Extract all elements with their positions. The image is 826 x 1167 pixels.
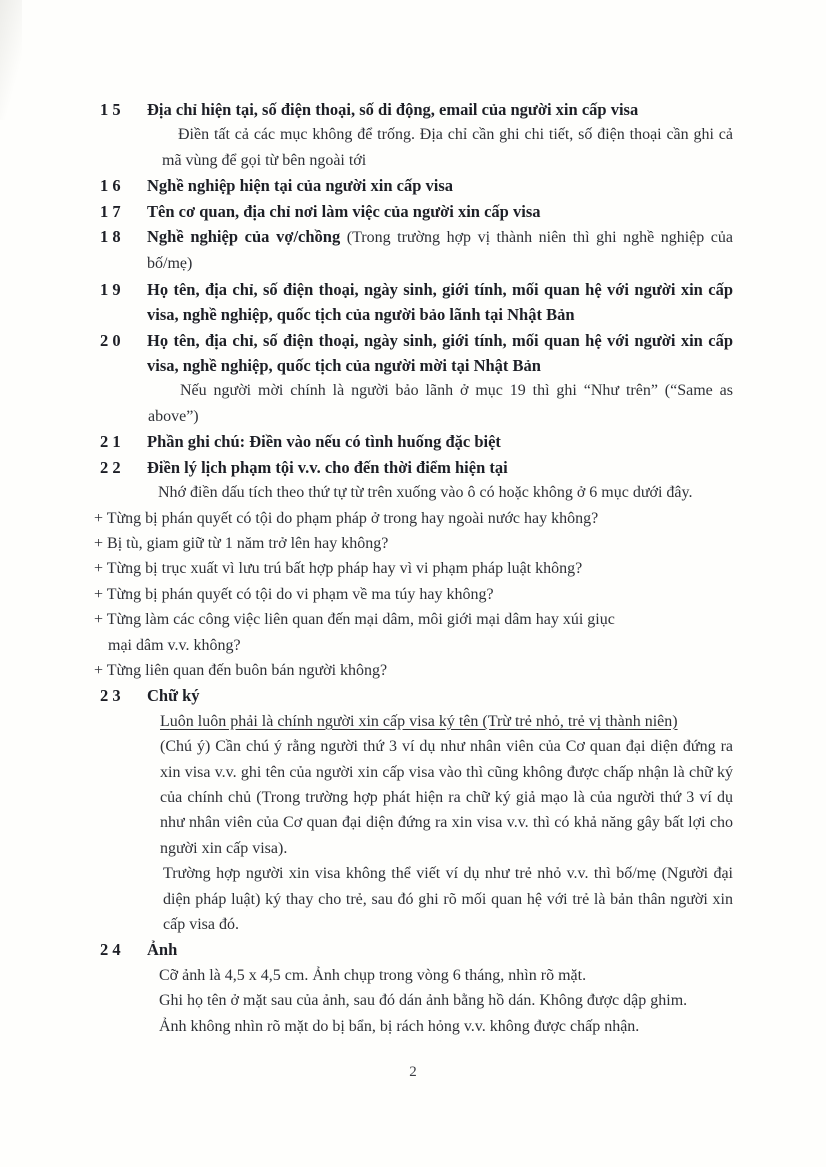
list-item-16 — [0, 173, 826, 198]
item-15-title: Địa chỉ hiện tại, số điện thoại, số di động, email của người xin cấp visa — [147, 100, 639, 119]
checklist-item-imprisonment: + Bị tù, giam giữ từ 1 năm trở lên hay không? — [94, 534, 389, 552]
item-24-number: 2 4 — [100, 940, 121, 960]
signature-minor-note: Trường hợp người xin visa không thể viết ví dụ như trẻ nhỏ v.v. thì bố/mẹ (Người đại diện pháp luật) ký thay cho trẻ, sau đó ghi rõ mối quan hệ với trẻ là bản thân người xin cấp visa đó. — [163, 865, 733, 933]
item-23-number: 2 3 — [100, 686, 121, 706]
checklist-item-prostitution-line1: + Từng làm các công việc liên quan đến mại dâm, môi giới mại dâm hay xúi giục — [94, 611, 615, 629]
photo-rule-quality: Ảnh không nhìn rõ mặt do bị bẩn, bị rách hỏng v.v. không được chấp nhận. — [159, 1017, 640, 1035]
item-22-title: Điền lý lịch phạm tội v.v. cho đến thời điểm hiện tại — [147, 457, 508, 477]
list-item-18 — [0, 224, 826, 277]
signature-rule-underlined: Luôn luôn phải là chính người xin cấp visa ký tên (Trừ trẻ nhỏ, trẻ vị thành niên) — [160, 712, 678, 730]
list-item-15 — [0, 97, 826, 122]
list-item-19 — [0, 277, 826, 328]
list-item-20 — [0, 328, 826, 379]
item-17-title: Tên cơ quan, địa chỉ nơi làm việc của người xin cấp visa — [147, 201, 541, 221]
signature-note: (Chú ý) Cần chú ý rằng người thứ 3 ví dụ như nhân viên của Cơ quan đại diện đứng ra xin visa v.v. ghi tên của người xin cấp visa vào thì cũng không được chấp nhận là chữ ký của chính chủ (Trong trường hợp phát hiện ra chữ ký giả mạo là của người thứ 3 ví dụ như nhân viên của Cơ quan đại diện đứng ra xin visa v.v. thì có khả năng gây bất lợi cho người xin cấp visa). — [160, 738, 733, 857]
item-20-number: 2 0 — [100, 330, 121, 350]
list-item-24 — [0, 937, 826, 962]
item-18-title-bold: Nghề nghiệp của vợ/chồng — [147, 227, 341, 247]
item-18-number: 1 8 — [100, 227, 121, 247]
item-20-title: Họ tên, địa chỉ, số điện thoại, ngày sinh, giới tính, mối quan hệ với người xin cấp visa, nghề nghiệp, quốc tịch của người mời tại Nhật Bản — [147, 330, 733, 376]
item-16-number: 1 6 — [100, 176, 121, 196]
checklist-item-trafficking: + Từng liên quan đến buôn bán người không? — [94, 661, 388, 679]
item-18-title-note: (Trong trường hợp vị thành niên thì ghi nghề nghiệp của bố/mẹ) — [147, 229, 733, 273]
list-item-23 — [0, 683, 826, 708]
item-19-title: Họ tên, địa chỉ, số điện thoại, ngày sinh, giới tính, mối quan hệ với người xin cấp visa, nghề nghiệp, quốc tịch của người bảo lãnh tại Nhật Bản — [147, 279, 733, 325]
photo-rule-size: Cỡ ảnh là 4,5 x 4,5 cm. Ảnh chụp trong vòng 6 tháng, nhìn rõ mặt. — [159, 966, 587, 984]
item-21-title: Phần ghi chú: Điền vào nếu có tình huống đặc biệt — [147, 432, 501, 452]
photo-rule-attach: Ghi họ tên ở mặt sau của ảnh, sau đó dán ảnh bằng hồ dán. Không được dập ghim. — [159, 992, 688, 1010]
page-number: 2 — [409, 1064, 417, 1080]
item-19-number: 1 9 — [100, 279, 121, 299]
checklist-item-conviction: + Từng bị phán quyết có tội do phạm pháp ở trong hay ngoài nước hay không? — [94, 509, 599, 527]
item-22-number: 2 2 — [100, 457, 121, 477]
item-22-body: Nhớ điền dấu tích theo thứ tự từ trên xuống vào ô có hoặc không ở 6 mục dưới đây. — [158, 484, 693, 502]
list-item-22 — [0, 455, 826, 480]
item-24-title: Ảnh — [147, 940, 178, 960]
checklist-item-prostitution-line2: mại dâm v.v. không? — [108, 636, 241, 654]
checklist-item-deportation: + Từng bị trục xuất vì lưu trú bất hợp pháp hay vì vi phạm pháp luật không? — [94, 560, 583, 578]
item-18-title — [147, 224, 733, 277]
item-15-body: Điền tất cả các mục không để trống. Địa chỉ cần ghi chi tiết, số điện thoại cần ghi cả mã vùng để gọi từ bên ngoài tới — [162, 126, 733, 169]
item-15-number: 1 5 — [100, 100, 121, 119]
item-16-title: Nghề nghiệp hiện tại của người xin cấp visa — [147, 176, 454, 196]
item-23-title: Chữ ký — [147, 686, 200, 706]
list-item-17 — [0, 199, 826, 224]
item-17-number: 1 7 — [100, 201, 121, 221]
checklist-item-drugs: + Từng bị phán quyết có tội do vi phạm về ma túy hay không? — [94, 585, 494, 603]
item-21-number: 2 1 — [100, 432, 121, 452]
item-20-body: Nếu người mời chính là người bảo lãnh ở mục 19 thì ghi “Như trên” (“Same as above”) — [148, 382, 733, 425]
list-item-21 — [0, 429, 826, 454]
